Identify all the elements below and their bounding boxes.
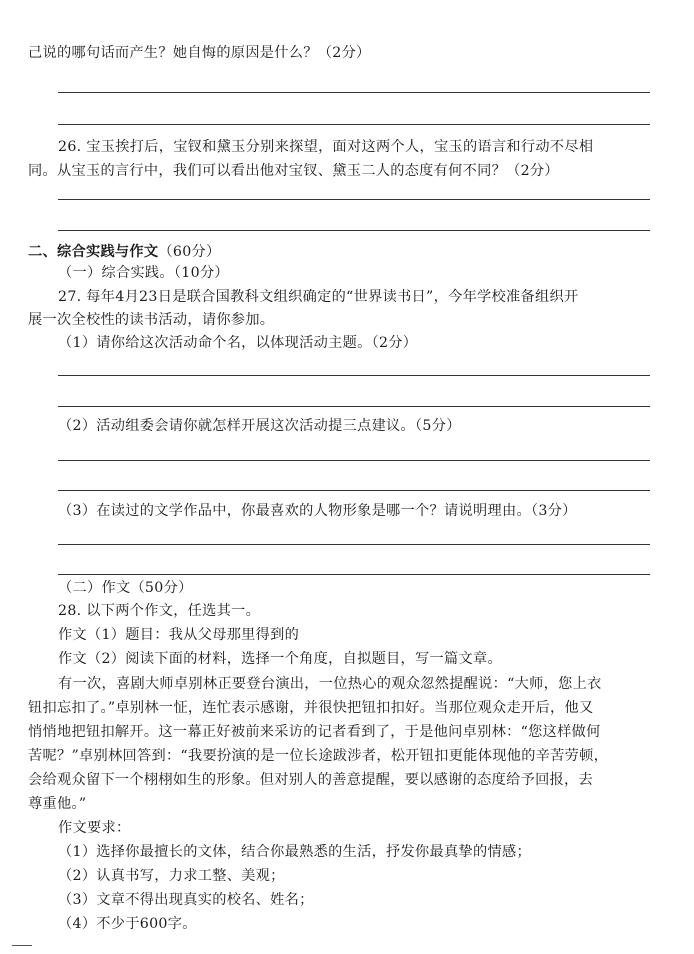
answer-line[interactable] bbox=[58, 92, 650, 93]
requirement-item: （2）认真书写，力求工整、美观； bbox=[58, 868, 285, 884]
section2-score: （60分） bbox=[158, 244, 221, 260]
q28-intro: 28. 以下两个作文，任选其一。 bbox=[58, 603, 261, 619]
requirement-item: （1）选择你最擅长的文体，结合你最熟悉的生活，抒发你最真挚的情感； bbox=[58, 844, 531, 860]
section2-heading bbox=[28, 243, 221, 261]
answer-line[interactable] bbox=[58, 375, 650, 376]
material-line: 苦呢？”卓别林回答到：“我要扮演的是一位长途跋涉者，松开钮扣更能体现他的辛苦劳顿， bbox=[28, 748, 609, 764]
material-line: 有一次，喜剧大师卓别林正要登台演出，一位热心的观众忽然提醒说：“大师，您上衣 bbox=[58, 676, 602, 692]
q27-line2: 展一次全校性的读书活动，请你参加。 bbox=[28, 312, 275, 328]
answer-line[interactable] bbox=[58, 230, 650, 231]
material-line: 钮扣忘扣了。”卓别林一怔，连忙表示感谢，并很快把钮扣扣好。当那位观众走开后，他又 bbox=[28, 700, 594, 716]
q28-option2: 作文（2）阅读下面的材料，选择一个角度，自拟题目，写一篇文章。 bbox=[58, 651, 502, 667]
answer-line[interactable] bbox=[58, 406, 650, 407]
q28-option1: 作文（1）题目：我从父母那里得到的 bbox=[58, 627, 300, 643]
q27-sub1: （1）请你给这次活动命个名，以体现活动主题。（2分） bbox=[58, 335, 418, 351]
q26-line1: 26. 宝玉挨打后，宝钗和黛玉分别来探望，面对这两个人，宝玉的语言和行动不尽相 bbox=[58, 139, 594, 155]
answer-line[interactable] bbox=[58, 544, 650, 545]
answer-line[interactable] bbox=[58, 460, 650, 461]
requirement-item: （4）不少于600字。 bbox=[58, 916, 197, 932]
q27-sub2: （2）活动组委会请你就怎样开展这次活动提三点建议。（5分） bbox=[58, 418, 461, 434]
section2-title: 二、综合实践与作文 bbox=[28, 244, 159, 260]
answer-line[interactable] bbox=[58, 124, 650, 125]
requirement-item: （3）文章不得出现真实的校名、姓名； bbox=[58, 892, 314, 908]
answer-line[interactable] bbox=[58, 574, 650, 575]
material-line: 悄悄地把钮扣解开。这一幕正好被前来采访的记者看到了，于是他问卓别林：“您这样做何 bbox=[28, 724, 601, 740]
page-mark bbox=[12, 945, 32, 946]
q25-tail: 己说的哪句话而产生？她自悔的原因是什么？（2分） bbox=[28, 45, 371, 61]
q27-line1: 27. 每年4月23日是联合国教科文组织确定的“世界读书日”，今年学校准备组织开 bbox=[58, 289, 579, 305]
part1-heading: （一）综合实践。（10分） bbox=[58, 265, 229, 281]
material-line: 尊重他。” bbox=[28, 796, 87, 812]
answer-line[interactable] bbox=[58, 199, 650, 200]
requirements-title: 作文要求： bbox=[58, 820, 131, 836]
answer-line[interactable] bbox=[58, 490, 650, 491]
q26-line2: 同。从宝玉的言行中，我们可以看出他对宝钗、黛玉二人的态度有何不同？（2分） bbox=[28, 163, 559, 179]
material-line: 会给观众留下一个栩栩如生的形象。但对别人的善意提醒，要以感谢的态度给予回报，去 bbox=[28, 772, 594, 788]
q27-sub3: （3）在读过的文学作品中，你最喜欢的人物形象是哪一个？请说明理由。（3分） bbox=[58, 503, 577, 519]
part2-heading: （二）作文（50分） bbox=[58, 580, 193, 596]
